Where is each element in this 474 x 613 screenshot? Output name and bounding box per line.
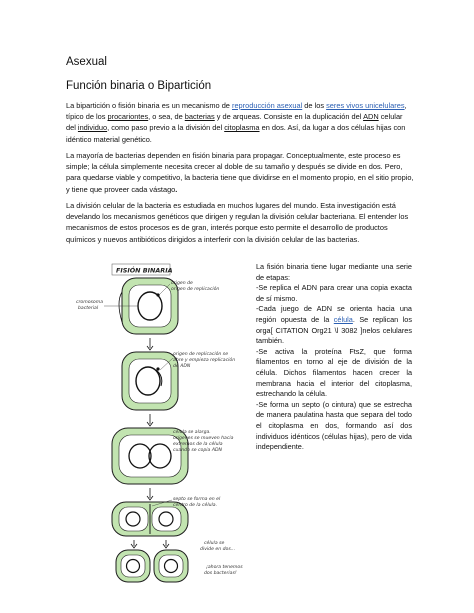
paragraph-intro: La bipartición o fisión binaria es un mecanismo de reproducción asexual de los seres vivos unicelulares, típico de los procariontes, o sea, de bacterias y de arqueas. Consiste en la duplicación del ADN celular del individuo, como paso previo a la división del citoplasma en dos. Así, da lugar a dos células hijas con idéntico material genético. <box>66 101 407 144</box>
stage-3-text: -Se activa la proteína FtsZ, que forma filamentos en torno al eje de división de la célula. Dichos filamentos hacen crecer la membrana hacia el interior del citoplasma, estrechando la célula. <box>256 346 412 399</box>
stage-1-text: -Se replica el ADN para crear una copia exacta de sí mismo. <box>256 283 412 303</box>
label-origin: origen de replicación <box>171 287 220 292</box>
link-adn[interactable]: ADN <box>363 112 379 122</box>
stage-4-text: -Se forma un septo (o cintura) que se estrecha de manera paulatina hasta que separa del todo el citoplasma en dos, formando así dos individuos idénticos (células hijas), pero de vida independiente. <box>256 399 412 452</box>
arrow-down-icon <box>147 414 153 426</box>
link-citoplasma[interactable]: citoplasma <box>224 123 260 133</box>
label-s5-3: ¡ahora tenemos <box>206 565 243 570</box>
page-title: Asexual <box>66 56 107 68</box>
label-s5-4: dos bacterias! <box>204 571 237 576</box>
link-seres-vivos[interactable]: seres vivos unicelulares <box>326 101 405 110</box>
label-s2-2: abre y empieza replicación <box>173 358 236 363</box>
link-bacterias[interactable]: bacterias <box>184 112 215 122</box>
link-reproduccion-asexual[interactable]: reproducción asexual <box>231 101 303 110</box>
label-s4-1: septo se forma en el <box>173 497 221 502</box>
stage-2-cell <box>122 352 178 410</box>
figure-title: FISIÓN BINARIA <box>116 266 173 275</box>
arrow-down-icon <box>147 338 153 350</box>
link-individuo[interactable]: individuo <box>77 123 108 133</box>
label-s5-1: célula se <box>204 541 225 546</box>
label-s2-1: origen de replicación se <box>173 352 229 357</box>
arrow-down-icon <box>147 488 153 500</box>
paragraph-bacteria: La mayoría de bacterias dependen en fisión binaria para propagar. Conceptualmente, este proceso es simple; la célula simplemente necesita crecer al doble de su tamaño y después se divide en dos. Pero, para quedarse viable y competitivo, la bacteria tiene que dividirse en el momento propio, en el sitio propio, y tiene que proveer cada vástago. <box>66 151 414 194</box>
label-s4-2: centro de la célula. <box>173 503 218 508</box>
stage-5-cells <box>116 550 188 582</box>
stages-intro: La fisión binaria tiene lugar mediante una serie de etapas: <box>256 262 412 282</box>
label-s3-3: extremos de la célula <box>173 442 223 447</box>
paragraph-research: La división celular de la bacteria es estudiada en muchos lugares del mundo. Esta investigación está develando los mecanismos genéticos que dirigen y regulan la división celular bacteriana. El entender los mecanismos de estos procesos es de gran, interés porque esto permite el desarrollo de productos químicos y nuevos antibióticos dirigidos a interferir con la división celular de las bacterias. <box>66 201 409 244</box>
binary-fission-diagram <box>66 262 252 586</box>
link-procariontes[interactable]: procariontes <box>107 112 149 122</box>
label-s3-1: célula se alarga. <box>173 430 211 435</box>
label-s5-2: divide en dos... <box>200 547 236 552</box>
label-s2-3: de ADN <box>173 364 191 369</box>
label-s3-2: orígenes se mueven hacia <box>173 436 234 441</box>
label-s3-4: cuando se copia ADN <box>173 448 222 453</box>
label-chrom-line2: bacterial <box>78 306 99 311</box>
arrow-split-icon <box>131 540 169 548</box>
link-celula[interactable]: célula <box>333 314 353 324</box>
section-title: Función binaria o Bipartición <box>66 80 212 92</box>
stages-text <box>256 262 412 453</box>
stage-2-text: -Cada juego de ADN se orienta hacia una región opuesta de la célula. Se replican los orga[ CITATION Org21 \l 3082 ]nelos celulares también. <box>256 304 412 346</box>
label-chrom-line1: cromosoma <box>76 300 104 305</box>
label-origin-line1: origen de <box>171 281 193 286</box>
